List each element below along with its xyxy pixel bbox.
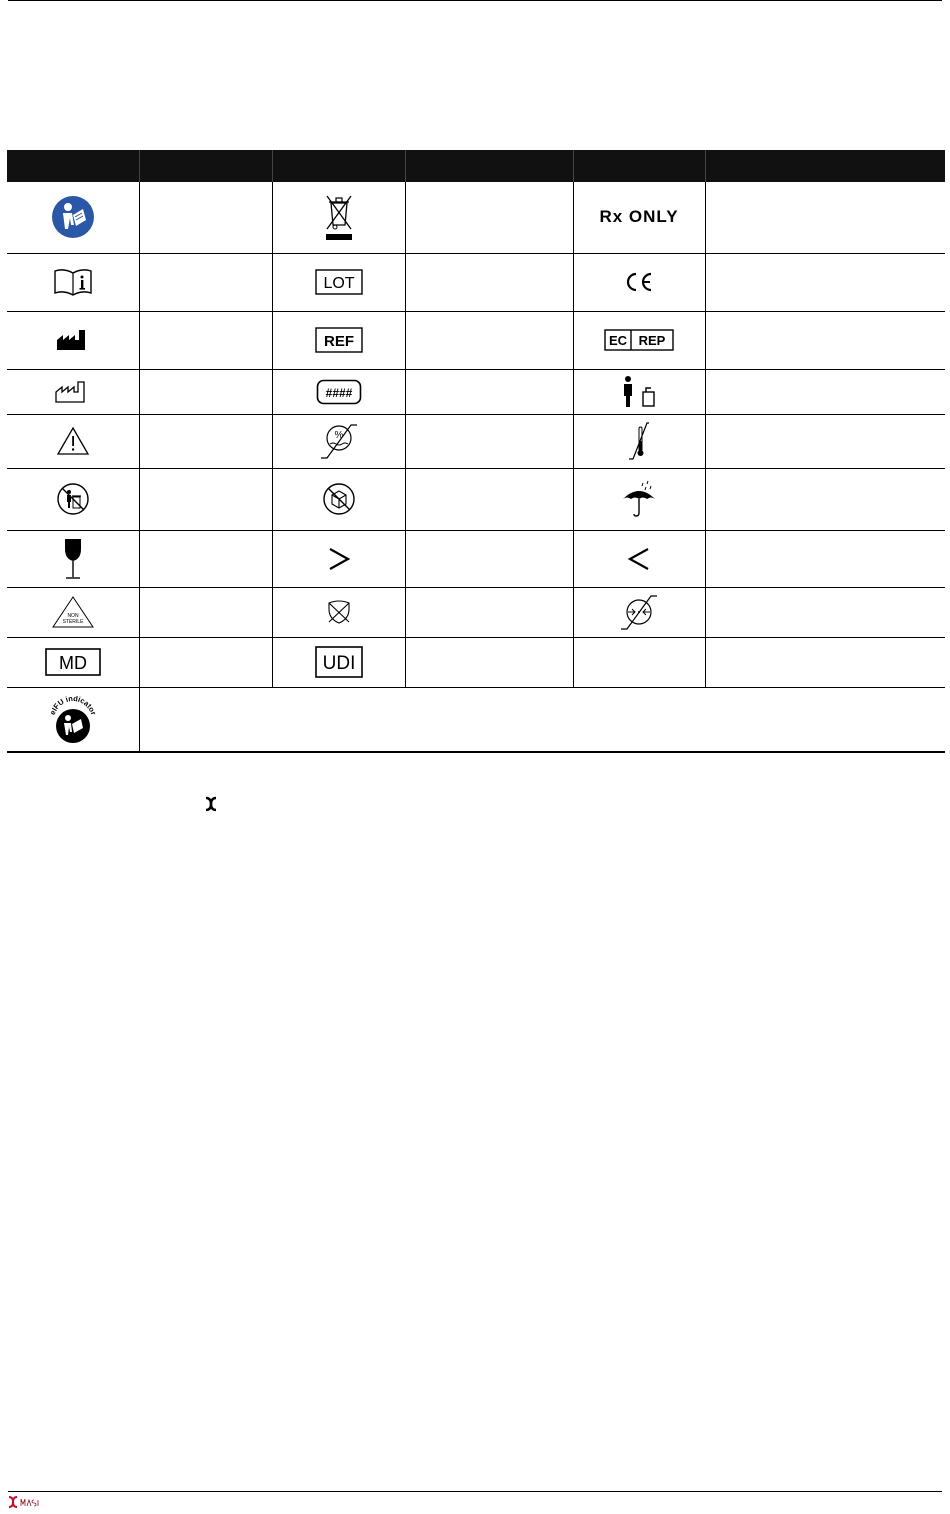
description-cell xyxy=(139,637,272,687)
header-description-2 xyxy=(405,150,573,182)
description-cell xyxy=(705,468,945,530)
svg-text:UDI: UDI xyxy=(322,653,355,674)
description-cell xyxy=(405,182,573,253)
model-number-icon xyxy=(316,379,362,405)
table-header-row xyxy=(7,150,945,182)
caution-icon xyxy=(56,426,90,456)
symbol-cell xyxy=(7,253,139,311)
description-cell xyxy=(405,414,573,468)
svg-text:EC: EC xyxy=(608,333,628,348)
ce-mark-icon xyxy=(623,271,655,293)
svg-text:LOT: LOT xyxy=(322,275,355,292)
symbol-cell xyxy=(7,414,139,468)
description-cell xyxy=(139,369,272,414)
symbol-cell xyxy=(573,468,705,530)
header-description-1 xyxy=(139,150,272,182)
symbol-cell xyxy=(573,182,705,253)
table-row xyxy=(7,253,945,311)
description-cell xyxy=(139,587,272,637)
symbol-cell xyxy=(272,587,405,637)
description-cell xyxy=(705,369,945,414)
rx-only-icon: Rx ONLY xyxy=(599,207,679,227)
catalog-number-icon xyxy=(315,327,363,353)
description-cell xyxy=(405,311,573,369)
svg-text:eIFU indicator: eIFU indicator xyxy=(47,694,98,717)
symbol-cell xyxy=(7,311,139,369)
svg-text:REF: REF xyxy=(323,333,354,350)
svg-text:STERILE: STERILE xyxy=(62,619,84,625)
description-cell xyxy=(405,587,573,637)
symbol-cell xyxy=(7,182,139,253)
header-symbol-2 xyxy=(272,150,405,182)
less-than-icon xyxy=(627,546,651,572)
date-of-manufacture-icon xyxy=(55,381,91,403)
temperature-limit-icon xyxy=(628,421,650,461)
table-row xyxy=(7,687,945,752)
symbol-cell xyxy=(573,530,705,587)
atmospheric-pressure-icon xyxy=(619,592,659,632)
description-cell xyxy=(705,637,945,687)
symbol-cell xyxy=(272,311,405,369)
svg-text:####: #### xyxy=(325,385,352,400)
symbol-cell xyxy=(272,530,405,587)
follow-instructions-icon xyxy=(51,195,95,239)
svg-text:MD: MD xyxy=(58,653,87,673)
symbol-cell xyxy=(573,587,705,637)
symbol-cell xyxy=(573,311,705,369)
masimo-logo-icon xyxy=(8,1496,40,1508)
symbol-cell xyxy=(7,369,139,414)
symbol-cell xyxy=(573,414,705,468)
symbol-cell xyxy=(7,468,139,530)
fragile-icon xyxy=(61,537,85,581)
masimo-wordmark-icon xyxy=(20,1497,40,1507)
symbol-cell xyxy=(272,637,405,687)
consult-instructions-icon xyxy=(53,267,93,297)
symbol-cell xyxy=(272,369,405,414)
weee-disposal-icon xyxy=(322,191,356,243)
table-row xyxy=(7,530,945,587)
description-cell xyxy=(139,468,272,530)
symbol-cell xyxy=(272,468,405,530)
description-cell xyxy=(139,687,945,752)
symbol-cell xyxy=(573,253,705,311)
bottom-rule xyxy=(8,1491,942,1492)
medical-device-icon xyxy=(45,648,101,676)
description-cell xyxy=(139,182,272,253)
symbol-cell xyxy=(7,687,139,752)
description-cell xyxy=(405,369,573,414)
symbol-cell xyxy=(272,182,405,253)
header-description-3 xyxy=(705,150,945,182)
symbol-cell xyxy=(573,637,705,687)
do-not-use-damaged-package-icon xyxy=(322,482,356,516)
symbol-cell xyxy=(7,530,139,587)
svg-text:%: % xyxy=(334,430,343,441)
description-cell xyxy=(705,182,945,253)
description-cell xyxy=(705,530,945,587)
description-cell xyxy=(405,253,573,311)
keep-dry-icon xyxy=(619,479,659,519)
symbol-cell xyxy=(272,253,405,311)
symbol-cell xyxy=(272,414,405,468)
no-disposal-icon xyxy=(56,482,90,516)
description-cell xyxy=(705,414,945,468)
description-cell xyxy=(405,637,573,687)
lot-code-icon xyxy=(315,269,363,295)
description-cell xyxy=(405,468,573,530)
table-row xyxy=(7,311,945,369)
description-cell xyxy=(405,530,573,587)
udi-icon xyxy=(315,646,363,678)
header-symbol-3 xyxy=(573,150,705,182)
description-cell xyxy=(705,587,945,637)
description-cell xyxy=(139,414,272,468)
not-latex-icon xyxy=(325,598,353,626)
ec-rep-icon xyxy=(604,329,674,351)
description-cell xyxy=(139,530,272,587)
body-weight-icon xyxy=(618,375,660,409)
symbol-cell xyxy=(7,587,139,637)
humidity-limit-icon xyxy=(319,421,359,461)
greater-than-icon xyxy=(327,546,351,572)
description-cell xyxy=(139,311,272,369)
description-cell xyxy=(705,253,945,311)
table-row xyxy=(7,369,945,414)
top-rule xyxy=(8,0,942,1)
masimo-symbol-icon xyxy=(205,796,217,812)
manufacturer-icon xyxy=(56,329,90,351)
description-cell xyxy=(139,253,272,311)
header-symbol-1 xyxy=(7,150,139,182)
eifu-indicator-icon xyxy=(48,692,98,746)
description-cell xyxy=(705,311,945,369)
table-row xyxy=(7,182,945,253)
svg-text:REP: REP xyxy=(638,333,666,348)
table-row xyxy=(7,637,945,687)
svg-text:NON: NON xyxy=(67,613,79,619)
table-row xyxy=(7,414,945,468)
symbol-cell xyxy=(573,369,705,414)
symbols-table xyxy=(7,150,945,753)
table-row xyxy=(7,587,945,637)
non-sterile-icon xyxy=(51,595,95,629)
masimo-logo-mark-icon xyxy=(8,1496,18,1508)
table-row xyxy=(7,468,945,530)
symbol-cell xyxy=(7,637,139,687)
